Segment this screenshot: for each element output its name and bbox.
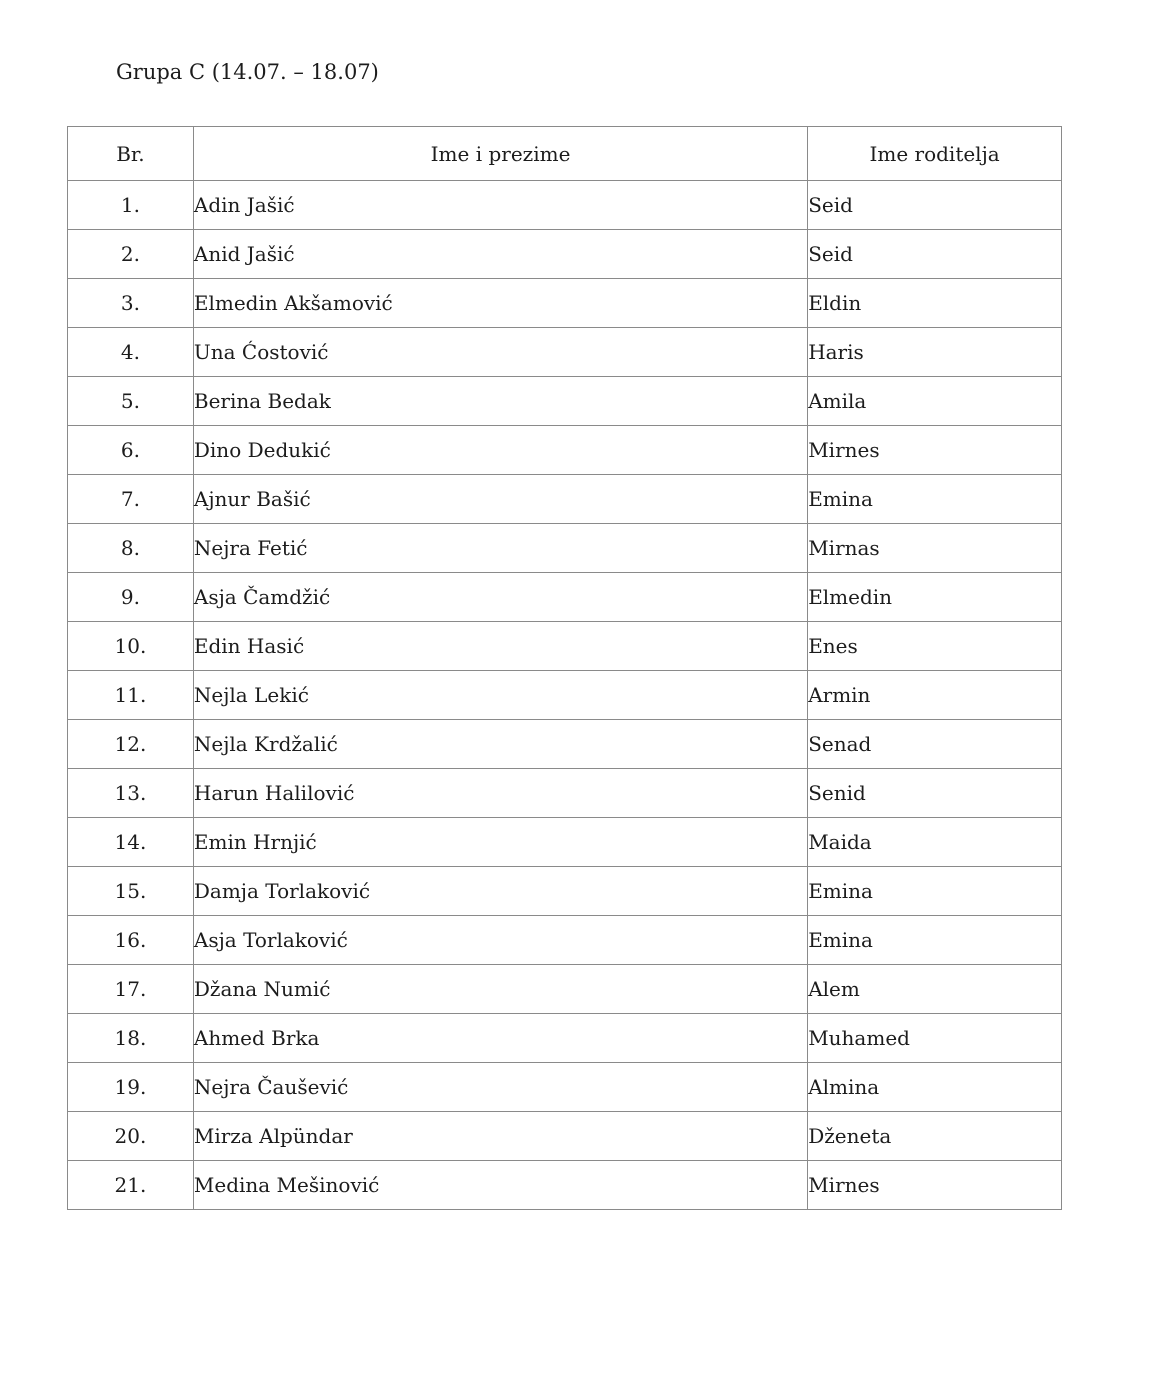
table-header — [68, 127, 1062, 181]
table-row — [68, 916, 1062, 965]
row-number: 14. — [68, 818, 194, 867]
row-parent-name: Eldin — [808, 279, 1062, 328]
row-number: 18. — [68, 1014, 194, 1063]
row-parent-name: Senad — [808, 720, 1062, 769]
row-full-name: Ajnur Bašić — [193, 475, 807, 524]
row-full-name: Harun Halilović — [193, 769, 807, 818]
table-row — [68, 524, 1062, 573]
row-parent-name: Mirnes — [808, 426, 1062, 475]
header-full-name: Ime i prezime — [193, 127, 807, 181]
row-number: 19. — [68, 1063, 194, 1112]
row-full-name: Nejla Lekić — [193, 671, 807, 720]
table-row — [68, 1112, 1062, 1161]
table-row — [68, 279, 1062, 328]
row-full-name: Mirza Alpündar — [193, 1112, 807, 1161]
table-row — [68, 573, 1062, 622]
row-full-name: Asja Torlaković — [193, 916, 807, 965]
row-number: 2. — [68, 230, 194, 279]
table-row — [68, 181, 1062, 230]
row-number: 20. — [68, 1112, 194, 1161]
table-row — [68, 377, 1062, 426]
row-full-name: Elmedin Akšamović — [193, 279, 807, 328]
row-full-name: Medina Mešinović — [193, 1161, 807, 1210]
row-parent-name: Seid — [808, 230, 1062, 279]
table-row — [68, 720, 1062, 769]
row-parent-name: Almina — [808, 1063, 1062, 1112]
row-number: 12. — [68, 720, 194, 769]
table-row — [68, 818, 1062, 867]
row-full-name: Džana Numić — [193, 965, 807, 1014]
table-row — [68, 1161, 1062, 1210]
row-parent-name: Enes — [808, 622, 1062, 671]
table-body — [68, 181, 1062, 1210]
row-parent-name: Armin — [808, 671, 1062, 720]
table-row — [68, 328, 1062, 377]
row-parent-name: Mirnas — [808, 524, 1062, 573]
row-full-name: Edin Hasić — [193, 622, 807, 671]
row-number: 1. — [68, 181, 194, 230]
row-number: 16. — [68, 916, 194, 965]
row-parent-name: Amila — [808, 377, 1062, 426]
row-number: 17. — [68, 965, 194, 1014]
table-row — [68, 426, 1062, 475]
row-parent-name: Muhamed — [808, 1014, 1062, 1063]
row-number: 9. — [68, 573, 194, 622]
table-row — [68, 671, 1062, 720]
table-row — [68, 769, 1062, 818]
row-full-name: Asja Čamdžić — [193, 573, 807, 622]
row-full-name: Dino Dedukić — [193, 426, 807, 475]
row-number: 11. — [68, 671, 194, 720]
header-parent-name: Ime roditelja — [808, 127, 1062, 181]
row-full-name: Nejla Krdžalić — [193, 720, 807, 769]
row-parent-name: Mirnes — [808, 1161, 1062, 1210]
row-parent-name: Alem — [808, 965, 1062, 1014]
row-full-name: Anid Jašić — [193, 230, 807, 279]
table-row — [68, 475, 1062, 524]
header-row — [68, 127, 1062, 181]
row-number: 10. — [68, 622, 194, 671]
header-number: Br. — [68, 127, 194, 181]
row-full-name: Berina Bedak — [193, 377, 807, 426]
row-parent-name: Seid — [808, 181, 1062, 230]
row-parent-name: Emina — [808, 475, 1062, 524]
row-parent-name: Emina — [808, 867, 1062, 916]
document-title: Grupa C (14.07. – 18.07) — [116, 60, 379, 84]
row-number: 5. — [68, 377, 194, 426]
row-number: 6. — [68, 426, 194, 475]
row-full-name: Una Ćostović — [193, 328, 807, 377]
row-full-name: Adin Jašić — [193, 181, 807, 230]
row-parent-name: Dženeta — [808, 1112, 1062, 1161]
row-parent-name: Elmedin — [808, 573, 1062, 622]
row-full-name: Nejra Fetić — [193, 524, 807, 573]
table-row — [68, 622, 1062, 671]
row-number: 3. — [68, 279, 194, 328]
row-full-name: Ahmed Brka — [193, 1014, 807, 1063]
table-row — [68, 1014, 1062, 1063]
row-number: 4. — [68, 328, 194, 377]
row-parent-name: Maida — [808, 818, 1062, 867]
row-parent-name: Haris — [808, 328, 1062, 377]
row-parent-name: Senid — [808, 769, 1062, 818]
row-number: 15. — [68, 867, 194, 916]
row-number: 7. — [68, 475, 194, 524]
table-row — [68, 867, 1062, 916]
roster-table — [67, 126, 1062, 1210]
row-number: 8. — [68, 524, 194, 573]
table-row — [68, 965, 1062, 1014]
row-number: 21. — [68, 1161, 194, 1210]
row-number: 13. — [68, 769, 194, 818]
row-full-name: Nejra Čaušević — [193, 1063, 807, 1112]
table-row — [68, 230, 1062, 279]
table-row — [68, 1063, 1062, 1112]
row-full-name: Damja Torlaković — [193, 867, 807, 916]
row-parent-name: Emina — [808, 916, 1062, 965]
row-full-name: Emin Hrnjić — [193, 818, 807, 867]
